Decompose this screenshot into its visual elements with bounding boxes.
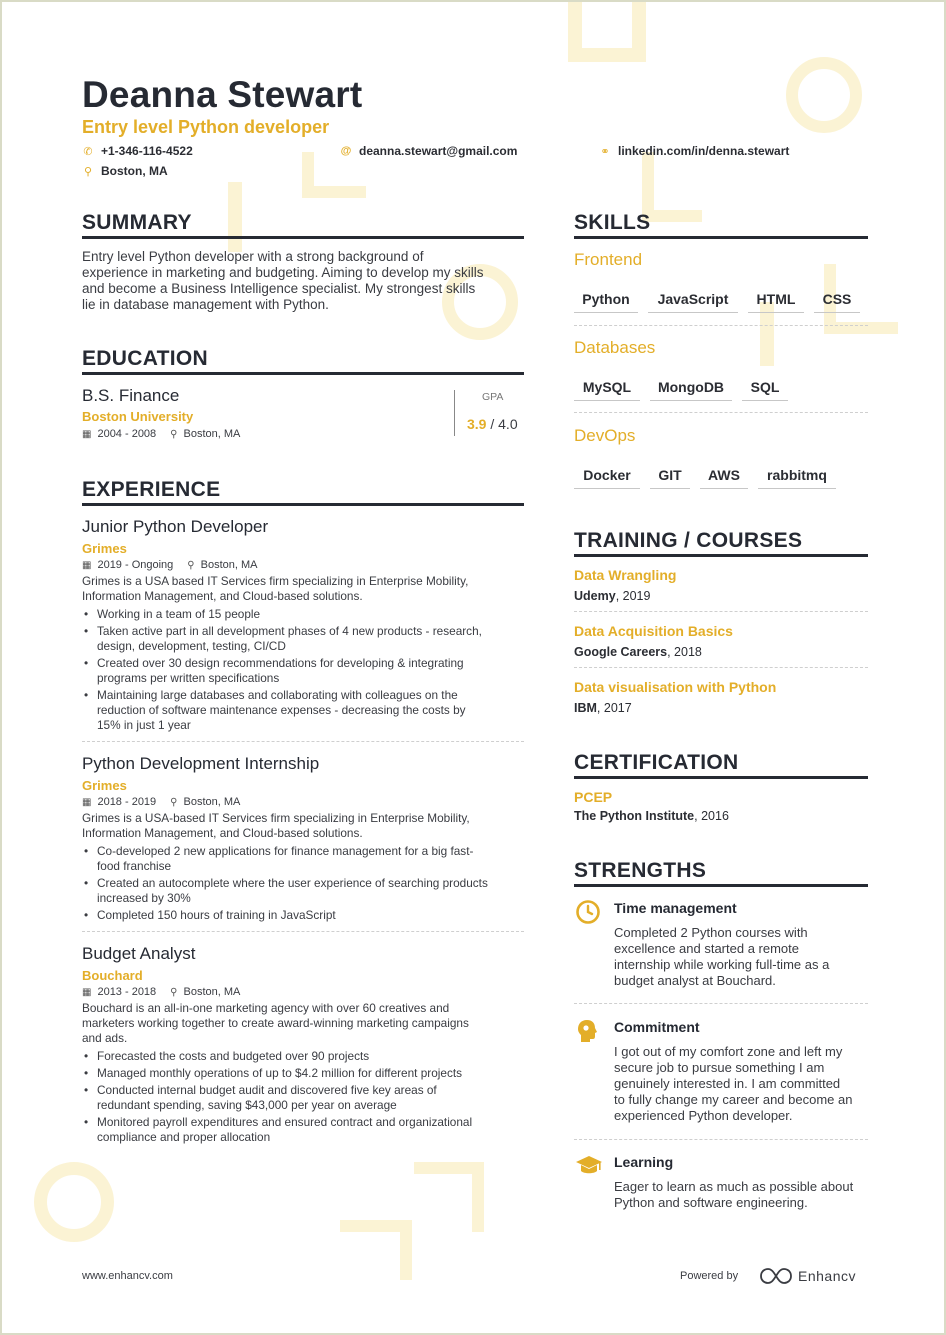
job-dates: 2019 - Ongoing (97, 559, 174, 571)
desc-line: and ads. (82, 1031, 128, 1045)
job-bullet: • Created over 30 design recommendations for developing & integrating programs per written specifications (82, 656, 528, 686)
strength-separator (574, 1139, 868, 1140)
phone-text: +1-346-116-4522 (101, 144, 193, 158)
training-heading: TRAINING / COURSES (574, 529, 803, 552)
summary-line: experience in marketing and budgeting. Aiming to develop my skills (82, 265, 484, 280)
job-company: Grimes (82, 541, 127, 556)
job-location: Boston, MA (200, 559, 258, 571)
job-dates: 2013 - 2018 (97, 986, 157, 998)
skill-tag: MongoDB (650, 379, 732, 401)
at-icon: @ (340, 145, 352, 157)
job-bullets (82, 844, 528, 923)
skill-separator (574, 325, 868, 326)
strength-title: Time management (614, 900, 737, 916)
job-description (82, 1001, 528, 1046)
summary-line: lie in database management with Python. (82, 297, 329, 312)
job-meta (82, 796, 528, 808)
gpa-label: GPA (482, 391, 504, 403)
decor-corner-bottom (414, 1162, 484, 1232)
skill-category-devops: DevOps (574, 426, 636, 445)
school: Boston University (82, 409, 194, 424)
summary-line: and become a Business Intelligence specialist. My strongest skills (82, 281, 476, 296)
course-meta (574, 589, 650, 603)
strengths-heading: STRENGTHS (574, 859, 707, 882)
decor-bar-left (228, 182, 242, 252)
location-text: Boston, MA (101, 164, 168, 178)
certification-divider (574, 776, 868, 779)
job-separator (82, 931, 524, 932)
job-bullet: • Created an autocomplete where the user experience of searching products increased by 30% (82, 876, 528, 906)
education-location: Boston, MA (183, 428, 241, 440)
job-bullet: • Completed 150 hours of training in JavaScript (82, 908, 528, 923)
email-text: deanna.stewart@gmail.com (359, 144, 518, 158)
decor-square-top (568, 0, 646, 62)
desc-line: marketers working together to create award-winning marketing campaigns (82, 1016, 469, 1030)
job-entry (82, 754, 528, 925)
course-title: Data visualisation with Python (574, 679, 777, 695)
job-bullet: • Maintaining large databases and collaborating with colleagues on the reduction of software maintenance expenses - decreasing the costs by 15% in just 1 year (82, 688, 528, 733)
contact-linkedin[interactable] (599, 144, 789, 158)
experience-divider (82, 503, 524, 506)
desc-line: Bouchard is an all-in-one marketing agency with over 60 creatives and (82, 1001, 450, 1015)
decor-corner-mid (642, 152, 702, 222)
course-title: Data Acquisition Basics (574, 623, 733, 639)
skill-tag: Python (574, 291, 638, 313)
strength-text: Completed 2 Python courses with excellence and started a remote internship while working full-time as a budget analyst at Bouchard. (614, 925, 830, 988)
course-provider: Google Careers (574, 645, 668, 659)
skills-heading: SKILLS (574, 211, 651, 234)
course-provider: IBM (574, 701, 597, 715)
job-title: Junior Python Developer (82, 517, 269, 536)
course-meta (574, 645, 702, 659)
experience-heading: EXPERIENCE (82, 478, 221, 501)
strength-separator (574, 1003, 868, 1004)
candidate-name: Deanna Stewart (82, 74, 363, 115)
education-meta (82, 428, 240, 440)
calendar-icon: ▦ (82, 428, 92, 440)
calendar-icon: ▦ (82, 559, 92, 571)
location-pin-icon: ⚲ (170, 796, 178, 808)
job-bullet: • Co-developed 2 new applications for finance management for a big fast- food franchise (82, 844, 528, 874)
course-separator (574, 611, 868, 612)
skill-category-frontend: Frontend (574, 250, 643, 269)
job-title: Python Development Internship (82, 754, 320, 773)
skill-category-databases: Databases (574, 338, 656, 357)
job-bullets (82, 607, 528, 733)
job-bullet: • Taken active part in all development phases of 4 new products - research, design, development, testing, CI/CD (82, 624, 528, 654)
education-heading: EDUCATION (82, 347, 208, 370)
location-pin-icon: ⚲ (187, 559, 195, 571)
course-year: , 2017 (596, 701, 632, 715)
job-bullet: • Managed monthly operations of up to $4.2 million for different projects (82, 1066, 528, 1081)
job-company: Grimes (82, 778, 127, 793)
job-meta (82, 986, 528, 998)
certification-heading: CERTIFICATION (574, 751, 739, 774)
training-divider (574, 554, 868, 557)
skill-tag: AWS (700, 467, 748, 489)
summary-line: Entry level Python developer with a strong background of (82, 249, 424, 264)
job-company: Bouchard (82, 968, 143, 983)
location-pin-icon: ⚲ (170, 428, 178, 440)
job-location: Boston, MA (183, 986, 241, 998)
contact-phone (82, 144, 193, 158)
desc-line: Information Management, and Cloud-based solutions. (82, 589, 363, 603)
skill-tag: MySQL (574, 379, 640, 401)
certification-title: PCEP (574, 789, 613, 805)
job-bullet: • Monitored payroll expenditures and ensured contract and organizational compliance and proper allocation (82, 1115, 528, 1145)
contact-location (82, 164, 168, 178)
course-meta (574, 701, 632, 715)
job-bullet: • Forecasted the costs and budgeted over 90 projects (82, 1049, 528, 1064)
strength-title: Commitment (614, 1019, 700, 1035)
course-year: , 2018 (667, 645, 702, 659)
calendar-icon: ▦ (82, 796, 92, 808)
course-year: , 2019 (615, 589, 651, 603)
skills-divider (574, 236, 868, 239)
gpa-max: / 4.0 (490, 416, 518, 432)
summary-text (82, 249, 532, 313)
skill-tag: CSS (814, 291, 860, 313)
decor-circle-top-right (786, 57, 862, 133)
job-description (82, 574, 528, 604)
education-dates: 2004 - 2008 (97, 428, 157, 440)
strength-title: Learning (614, 1154, 674, 1170)
summary-heading: SUMMARY (82, 211, 192, 234)
job-location: Boston, MA (183, 796, 241, 808)
job-meta (82, 559, 528, 571)
job-entry (82, 944, 528, 1147)
brain-head-icon (576, 1018, 600, 1044)
job-separator (82, 741, 524, 742)
decor-corner-bottom-2 (340, 1220, 412, 1280)
calendar-icon: ▦ (82, 986, 92, 998)
job-bullets (82, 1049, 528, 1145)
certification-meta (574, 809, 729, 823)
course-title: Data Wrangling (574, 567, 677, 583)
certification-year: , 2016 (694, 809, 729, 823)
job-entry (82, 517, 528, 735)
degree: B.S. Finance (82, 386, 180, 405)
skill-tag: JavaScript (648, 291, 738, 313)
job-bullet: • Conducted internal budget audit and discovered five key areas of redundant spending, saving $43,000 per year on average (82, 1083, 528, 1113)
skill-tag: HTML (748, 291, 804, 313)
job-description (82, 811, 528, 841)
gpa-score (467, 416, 518, 432)
desc-line: Information Management, and Cloud-based solutions. (82, 826, 363, 840)
skill-tag: GIT (650, 467, 690, 489)
decor-corner-left (302, 152, 366, 198)
education-divider (82, 372, 524, 375)
desc-line: Grimes is a USA-based IT Services firm specializing in Enterprise Mobility, (82, 811, 470, 825)
graduation-cap-icon (575, 1154, 603, 1176)
strength-text: Eager to learn as much as possible about Python and software engineering. (614, 1179, 854, 1210)
link-icon: ⚭ (600, 145, 610, 158)
job-title: Budget Analyst (82, 944, 196, 963)
course-separator (574, 667, 868, 668)
skill-tag: SQL (742, 379, 788, 401)
skill-separator (574, 412, 868, 413)
desc-line: Grimes is a USA based IT Services firm specializing in Enterprise Mobility, (82, 574, 469, 588)
candidate-title: Entry level Python developer (82, 117, 330, 137)
gpa-value: 3.9 (467, 416, 487, 432)
course-provider: Udemy (574, 589, 616, 603)
contact-email[interactable] (340, 144, 517, 158)
enhancv-logo-icon (759, 1267, 793, 1285)
phone-icon: ✆ (83, 145, 93, 158)
certification-provider: The Python Institute (574, 809, 695, 823)
clock-icon (575, 899, 601, 925)
strength-text: I got out of my comfort zone and left my secure job to pursue something I am genuinely interested in. I am committed to fully change my career and become an experienced Python developer. (614, 1044, 853, 1123)
location-pin-icon: ⚲ (83, 165, 93, 178)
skill-tag: Docker (574, 467, 640, 489)
footer-powered-by: Powered by (680, 1270, 739, 1282)
strengths-divider (574, 884, 868, 887)
enhancv-brand[interactable]: Enhancv (798, 1268, 856, 1284)
footer-website[interactable]: www.enhancv.com (82, 1270, 173, 1282)
decor-circle-bottom-left (34, 1162, 114, 1242)
linkedin-text: linkedin.com/in/denna.stewart (618, 144, 790, 158)
job-dates: 2018 - 2019 (97, 796, 157, 808)
gpa-divider (454, 390, 455, 436)
skill-tag: rabbitmq (758, 467, 836, 489)
summary-divider (82, 236, 524, 239)
job-bullet: • Working in a team of 15 people (82, 607, 528, 622)
location-pin-icon: ⚲ (170, 986, 178, 998)
